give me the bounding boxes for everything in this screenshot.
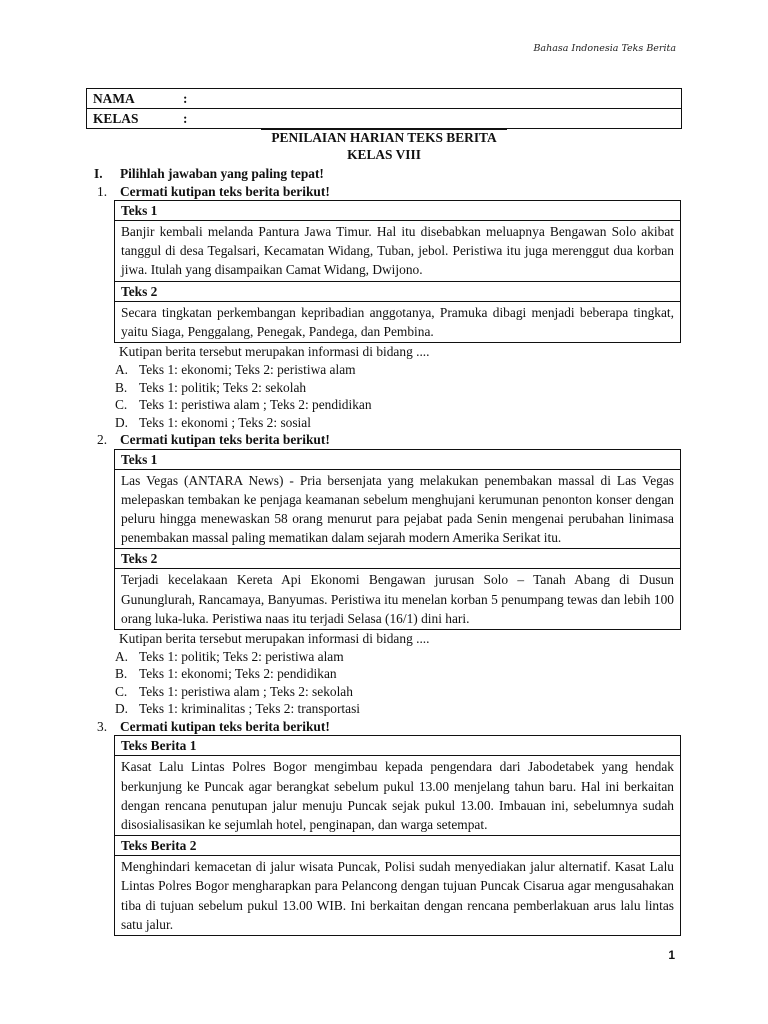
name-row bbox=[87, 89, 682, 109]
question-2-texts bbox=[114, 449, 681, 630]
option-letter: D. bbox=[115, 414, 129, 430]
page-number: 1 bbox=[668, 948, 675, 962]
question-1-texts bbox=[114, 200, 681, 343]
text-title: Teks Berita 2 bbox=[115, 836, 681, 856]
text-body: Kasat Lalu Lintas Polres Bogor mengimbau kepada pengendara dari Jabodetabek yang hendak berkunjung ke Puncak agar berangkat sebelum pukul 13.00 menjelang tahun baru. Hal ini berkaitan dengan rencana penutupan jalur menuju Puncak sejak pukul 13.00. Imbauan ini, sebelumnya sudah disosialisasikan ke sejumlah hotel, penginapan, dan warga setempat. bbox=[115, 756, 681, 836]
class-label: KELAS bbox=[93, 110, 139, 126]
question-section bbox=[0, 165, 768, 936]
option-text: Teks 1: ekonomi; Teks 2: pendidikan bbox=[139, 666, 337, 682]
name-colon: : bbox=[183, 90, 188, 106]
question-1-prompt: Kutipan berita tersebut merupakan informasi di bidang .... bbox=[119, 344, 430, 360]
question-instruction: Cermati kutipan teks berita berikut! bbox=[120, 183, 330, 199]
option-text: Teks 1: politik; Teks 2: sekolah bbox=[139, 379, 307, 395]
class-row bbox=[87, 109, 682, 129]
option-text: Teks 1: politik; Teks 2: peristiwa alam bbox=[139, 648, 344, 664]
name-label: NAMA bbox=[93, 90, 135, 106]
text-body: Las Vegas (ANTARA News) - Pria bersenjata yang melakukan penembakan massal di Las Vegas melepaskan tembakan ke penjaga keamanan sebelum menghujani kerumunan penonton konser dengan peluru hingga menewaskan 58 orang menurut para pejabat pada Senin mengenai perubahan linimasa penembakan massal paling mematikan dalam sejarah modern Amerika Serikat itu. bbox=[115, 469, 681, 549]
option-letter: B. bbox=[115, 666, 128, 682]
text-body: Terjadi kecelakaan Kereta Api Ekonomi Bengawan jurusan Solo – Tanah Abang di Dusun Gununglurah, Rancamaya, Banyumas. Peristiwa itu menelan korban 5 penumpang tewas dan lebih 100 orang luka-luka. Peristiwa naas itu terjadi Selasa (16/1) dini hari. bbox=[115, 569, 681, 630]
option-letter: C. bbox=[115, 397, 128, 413]
question-3-texts bbox=[114, 735, 681, 936]
option-text: Teks 1: peristiwa alam ; Teks 2: pendidikan bbox=[139, 397, 372, 413]
question-number: 3. bbox=[97, 718, 108, 734]
question-number: 2. bbox=[97, 432, 108, 448]
question-2-prompt: Kutipan berita tersebut merupakan informasi di bidang .... bbox=[119, 630, 430, 646]
question-3-stem bbox=[0, 718, 768, 736]
text-title: Teks 2 bbox=[115, 549, 681, 569]
question-2-stem bbox=[0, 431, 768, 449]
text-title: Teks Berita 1 bbox=[115, 736, 681, 756]
option-d bbox=[0, 414, 768, 432]
option-text: Teks 1: ekonomi; Teks 2: peristiwa alam bbox=[139, 362, 356, 378]
title-line-2: KELAS VIII bbox=[347, 147, 421, 162]
class-colon: : bbox=[183, 110, 188, 126]
question-instruction: Cermati kutipan teks berita berikut! bbox=[120, 432, 330, 448]
section-number: I. bbox=[94, 166, 103, 181]
question-1-stem bbox=[0, 183, 768, 201]
text-title: Teks 1 bbox=[115, 449, 681, 469]
option-d bbox=[0, 700, 768, 718]
title-line-1: PENILAIAN HARIAN TEKS BERITA bbox=[271, 130, 497, 145]
option-text: Teks 1: ekonomi ; Teks 2: sosial bbox=[139, 414, 311, 430]
text-body: Menghindari kemacetan di jalur wisata Puncak, Polisi sudah menyediakan jalur alternatif. Kasat Lalu Lintas Polres Bogor mengharapkan para Pelancong dengan tujuan Puncak Cisarua agar mengusahakan tiba di tujuan sebelum pukul 13.00 WIB. Ini berkaitan dengan rencana pemberlakuan arus lalu lintas satu jalur. bbox=[115, 856, 681, 936]
text-title: Teks 2 bbox=[115, 281, 681, 301]
section-heading bbox=[0, 165, 768, 183]
option-letter: A. bbox=[115, 648, 129, 664]
running-header: Bahasa Indonesia Teks Berita bbox=[533, 43, 676, 54]
title-rule bbox=[261, 129, 507, 130]
option-a bbox=[0, 648, 768, 666]
option-b bbox=[0, 379, 768, 397]
text-body: Banjir kembali melanda Pantura Jawa Timur. Hal itu disebabkan meluapnya Bengawan Solo akibat tanggul di desa Tegalsari, Kecamatan Widang, Tuban, jebol. Peristiwa itu juga merenggut dua korban jiwa. Itulah yang disampaikan Camat Widang, Dwijono. bbox=[115, 221, 681, 282]
option-c bbox=[0, 683, 768, 701]
option-b bbox=[0, 665, 768, 683]
identity-table bbox=[86, 88, 682, 129]
text-title: Teks 1 bbox=[115, 201, 681, 221]
option-a bbox=[0, 361, 768, 379]
section-instruction: Pilihlah jawaban yang paling tepat! bbox=[120, 166, 324, 181]
option-letter: C. bbox=[115, 683, 128, 699]
option-letter: D. bbox=[115, 701, 129, 717]
option-text: Teks 1: kriminalitas ; Teks 2: transportasi bbox=[139, 701, 361, 717]
option-text: Teks 1: peristiwa alam ; Teks 2: sekolah bbox=[139, 683, 353, 699]
document-title bbox=[86, 129, 682, 163]
question-number: 1. bbox=[97, 183, 108, 199]
option-c bbox=[0, 396, 768, 414]
question-instruction: Cermati kutipan teks berita berikut! bbox=[120, 718, 330, 734]
option-letter: A. bbox=[115, 362, 129, 378]
text-body: Secara tingkatan perkembangan kepribadian anggotanya, Pramuka dibagi menjadi beberapa tingkat, yaitu Siaga, Penggalang, Penegak, Pandega, dan Pembina. bbox=[115, 301, 681, 342]
option-letter: B. bbox=[115, 379, 128, 395]
